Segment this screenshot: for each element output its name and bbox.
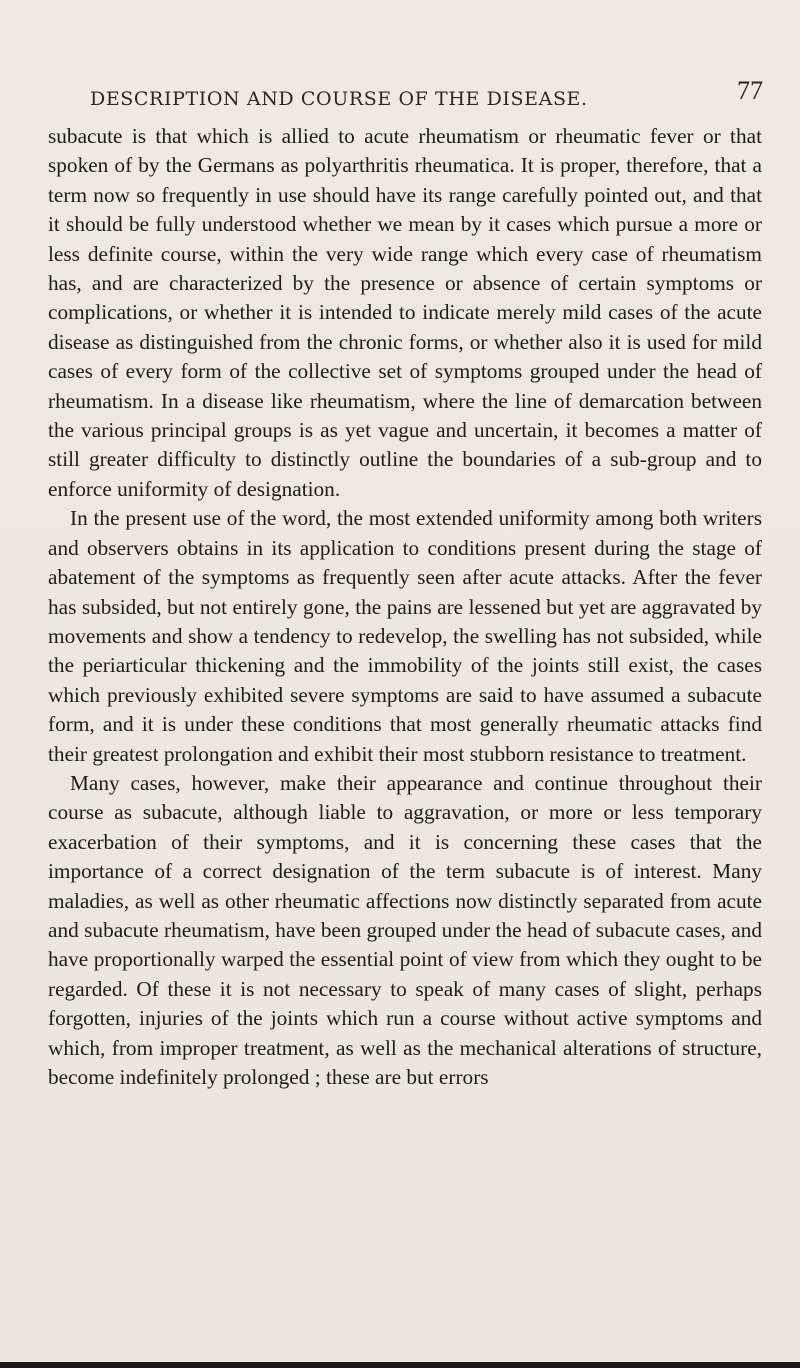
running-head: DESCRIPTION AND COURSE OF THE DISEASE. xyxy=(90,88,588,110)
paragraph-3: Many cases, however, make their appearance and continue throughout their course as subacute, although liable to aggravation, or more or less temporary exacerbation of their symptoms, and it is concerning these cases that the importance of a correct designation of the term subacute is of interest. Many maladies, as well as other rheumatic affections now distinctly separated from acute and subacute rheumatism, have been grouped under the head of subacute cases, and have proportionally warped the essential point of view from which they ought to be regarded. Of these it is not necessary to speak of many cases of slight, perhaps forgotten, injuries of the joints which run a course without active symptoms and which, from improper treatment, as well as the mechanical alterations of structure, become indefinitely prolonged ; these are but errors xyxy=(48,770,762,1089)
paragraph-2: In the present use of the word, the most extended uniformity among both writers and observers obtains in its application to conditions present during the stage of abatement of the symptoms as frequently seen after acute attacks. After the fever has subsided, but not entirely gone, the pains are lessened but yet are aggravated by movements and show a tendency to redevelop, the swelling has not subsided, while the periarticular thickening and the immobility of the joints still exist, the cases which previously exhibited severe symptoms are said to have assumed a subacute form, and it is under these conditions that most generally rheumatic attacks find their greatest prolongation and exhibit their most stubborn resistance to treatment. xyxy=(48,506,762,766)
page-number: 77 xyxy=(737,76,763,105)
paragraph-1: subacute is that which is allied to acute rheumatism or rheumatic fever or that spoken of by the Germans as polyarthritis rheumatica. It is proper, therefore, that a term now so frequently in use should have its range carefully pointed out, and that it should be fully understood whether we mean by it cases which pursue a more or less definite course, within the very wide range which every case of rheumatism has, and are characterized by the presence or absence of certain symptoms or complications, or whether it is intended to indicate merely mild cases of the acute disease as distinguished from the chronic forms, or whether also it is used for mild cases of every form of the collective set of symptoms grouped under the head of rheumatism. In a disease like rheumatism, where the line of demarcation between the various principal groups is as yet vague and uncertain, it becomes a matter of still greater difficulty to distinctly outline the boundaries of a sub-group and to enforce uniformity of designation. xyxy=(48,124,762,501)
body-text xyxy=(48,122,762,1092)
page-edge-divider xyxy=(0,1362,800,1368)
